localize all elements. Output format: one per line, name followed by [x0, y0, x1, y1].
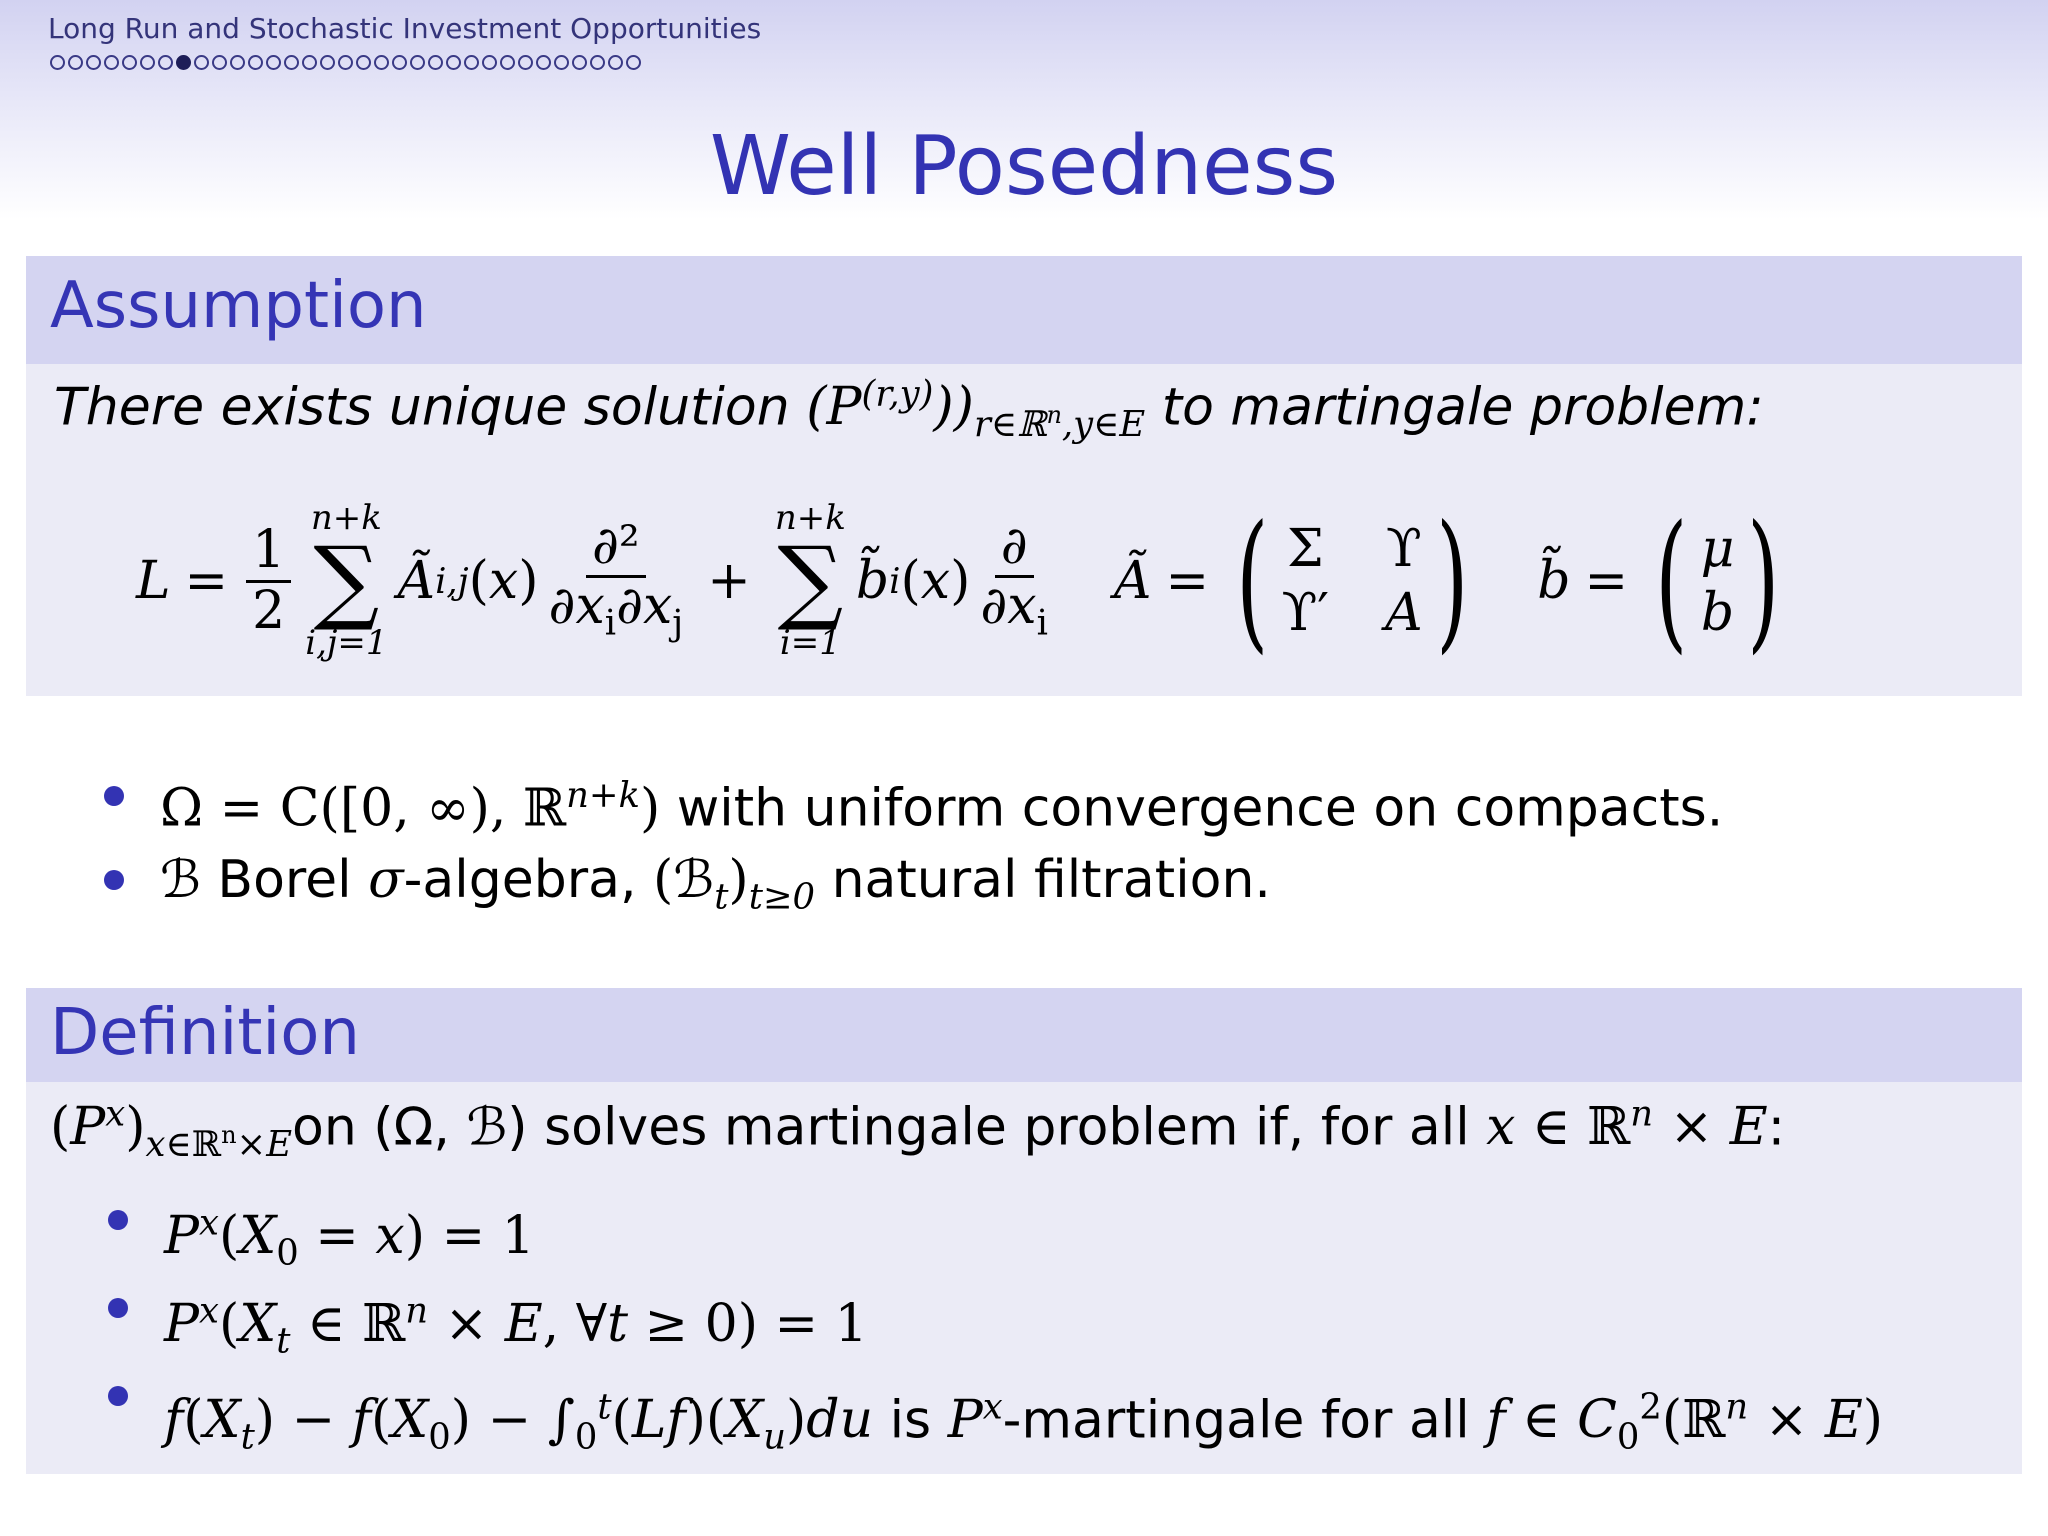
space-bullet-list [160, 760, 1723, 928]
navigation-dots [50, 52, 644, 78]
nav-dot[interactable] [230, 55, 245, 70]
presentation-title: Long Run and Stochastic Investment Opportunities [48, 12, 762, 45]
nav-dot[interactable] [104, 55, 119, 70]
nav-dot[interactable] [140, 55, 155, 70]
nav-dot[interactable] [68, 55, 83, 70]
generator-formula: L = $\frac{1}{2}$ n+k ∑ i,j=1 Ã i,j ( x ) $\frac{\text{∂²}}{\partial x_i\partial x_j}$ + n+k ∑ i=1 b̃ i ( x ) $\frac{\partial}{\partial x_i}$ Ã = ( Σ ϒ ϒ′ A ) b̃ = ( μ b ) [136, 466, 1996, 696]
nav-dot[interactable] [410, 55, 425, 70]
statement-tail: to martingale problem: [1161, 377, 1764, 438]
nav-dot[interactable] [86, 55, 101, 70]
list-item: Ω = C([0, ∞), ℝ$^{n+k}$) with uniform convergence on compacts. [160, 760, 1723, 844]
matrix-a: ( Σ ϒ ϒ′ A ) [1236, 494, 1469, 668]
nav-dot[interactable] [338, 55, 353, 70]
nav-dot[interactable] [158, 55, 173, 70]
definition-intro: $(P^x)_{x\in ℝ^n\times E}on$ (Ω, ℬ) solves martingale problem if, for all x ∈ ℝ$^n$ × E: [50, 1094, 1786, 1165]
list-item: ℬ Borel σ-algebra, $(ℬ_t)_{t\ge 0}$ natural filtration. [160, 844, 1723, 928]
assumption-block [26, 256, 2022, 696]
nav-dot[interactable] [122, 55, 137, 70]
nav-dot[interactable] [626, 55, 641, 70]
frame-title: Well Posedness [709, 119, 1339, 214]
nav-dot[interactable] [536, 55, 551, 70]
nav-dot[interactable] [428, 55, 443, 70]
nav-dot[interactable] [446, 55, 461, 70]
solution-family-math: $(P^{(r,y)}))_{r\in ℝ^n,y\in E}$ [806, 374, 1146, 445]
nav-dot[interactable] [302, 55, 317, 70]
nav-dot[interactable] [266, 55, 281, 70]
nav-dot[interactable] [500, 55, 515, 70]
vector-b: ( μ b ) [1655, 494, 1780, 668]
definition-conditions [164, 1184, 1883, 1460]
nav-dot-current[interactable] [176, 55, 191, 70]
assumption-statement [54, 374, 1764, 445]
nav-dot[interactable] [374, 55, 389, 70]
nav-dot[interactable] [608, 55, 623, 70]
nav-dot[interactable] [392, 55, 407, 70]
nav-dot[interactable] [320, 55, 335, 70]
assumption-title: Assumption [26, 256, 2022, 364]
nav-dot[interactable] [518, 55, 533, 70]
nav-dot[interactable] [554, 55, 569, 70]
list-item: $f(X_t) - f(X_0) - \int_0^t(Lf)(X_u)du$ is $P^x$-martingale for all f ∈ $C_0^2(ℝ^n \times E)$ [164, 1360, 1883, 1460]
definition-block [26, 988, 2022, 1474]
nav-dot[interactable] [194, 55, 209, 70]
list-item: $P^x(X_t$ ∈ ℝ$^n$ × E, ∀t ≥ 0) = 1 [164, 1272, 1883, 1360]
list-item: $P^x(X_0 = x) = 1$ [164, 1184, 1883, 1272]
nav-dot[interactable] [248, 55, 263, 70]
nav-dot[interactable] [284, 55, 299, 70]
nav-dot[interactable] [572, 55, 587, 70]
nav-dot[interactable] [356, 55, 371, 70]
nav-dot[interactable] [50, 55, 65, 70]
definition-title: Definition [26, 988, 2022, 1082]
nav-dot[interactable] [464, 55, 479, 70]
statement-lead: There exists unique solution [54, 377, 790, 438]
nav-dot[interactable] [590, 55, 605, 70]
nav-dot[interactable] [212, 55, 227, 70]
nav-dot[interactable] [482, 55, 497, 70]
